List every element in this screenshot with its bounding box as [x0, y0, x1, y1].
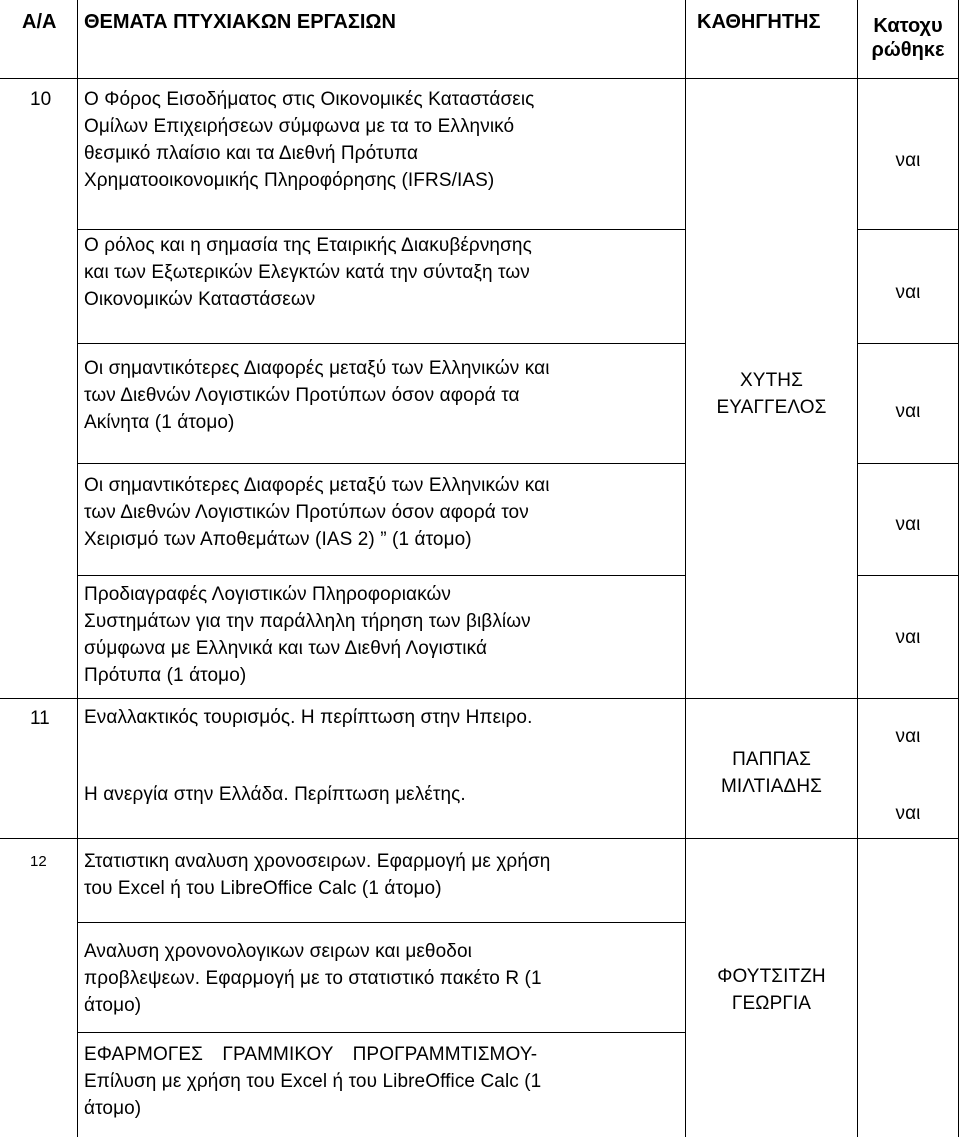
assigned-value: ναι — [895, 725, 921, 747]
topic-line: άτομο) — [84, 1098, 142, 1119]
header-assigned — [858, 14, 958, 62]
header-aa: Α/Α — [22, 11, 57, 33]
row-divider — [0, 838, 959, 839]
header-assigned-line1: Κατοχυ — [873, 15, 943, 37]
topic-cell — [84, 472, 679, 553]
header-assigned-line2: ρώθηκε — [871, 39, 945, 61]
topic-cell — [84, 781, 679, 808]
topic-line: Στατιστικη αναλυση χρονοσειρων. Εφαρμογή με χρήση — [84, 851, 551, 872]
row-divider — [857, 575, 959, 576]
topic-cell — [84, 232, 679, 313]
topic-line: Επίλυση με χρήση του Excel ή του LibreOffice Calc (1 — [84, 1071, 542, 1092]
topic-cell — [84, 1041, 676, 1122]
row-divider — [77, 1032, 685, 1033]
topic-line: άτομο) — [84, 995, 142, 1016]
topic-line: Ο ρόλος και η σημασία της Εταιρικής Διακυβέρνησης — [84, 235, 532, 256]
assigned-value: ναι — [895, 802, 921, 824]
header-topic: ΘΕΜΑΤΑ ΠΤΥΧΙΑΚΩΝ ΕΡΓΑΣΙΩΝ — [84, 11, 396, 33]
assigned-value: ναι — [895, 149, 921, 171]
assigned-value: ναι — [895, 626, 921, 648]
topic-cell — [84, 581, 679, 689]
topic-line: του Excel ή του LibreOffice Calc (1 άτομο) — [84, 878, 442, 899]
col-divider — [77, 0, 78, 1137]
header-professor: ΚΑΘΗΓΗΤΗΣ — [697, 11, 821, 33]
assigned-value: ναι — [895, 513, 921, 535]
topic-line: Εναλλακτικός τουρισμός. Η περίπτωση στην Ηπειρο. — [84, 707, 533, 728]
topic-line: Οι σημαντικότερες Διαφορές μεταξύ των Ελληνικών και — [84, 358, 550, 379]
professor-line: ΠΑΠΠΑΣ — [732, 749, 811, 770]
topic-line: Ακίνητα (1 άτομο) — [84, 412, 235, 433]
professor-line: ΦΟΥΤΣΙΤΖΗ — [717, 966, 826, 987]
row-divider — [857, 229, 959, 230]
topic-cell — [84, 704, 679, 731]
topic-line: Χειρισμό των Αποθεμάτων (IAS 2) ” (1 άτομο) — [84, 529, 472, 550]
topic-cell — [84, 938, 679, 1019]
topic-line: ΕΦΑΡΜΟΓΕΣ ΓΡΑΜΜΙΚΟΥ ΠΡΟΓΡΑΜΜΤΙΣΜΟΥ- — [84, 1044, 538, 1065]
topic-line: των Διεθνών Λογιστικών Προτύπων όσον αφορά τα — [84, 385, 520, 406]
row-number: 10 — [30, 89, 52, 110]
row-divider — [0, 78, 959, 79]
professor-line: ΜΙΛΤΙΑΔΗΣ — [720, 776, 822, 797]
professor-cell — [686, 746, 857, 800]
topic-line: των Διεθνών Λογιστικών Προτύπων όσον αφορά τον — [84, 502, 529, 523]
topic-line: Αναλυση χρονονολογικων σειρων και μεθοδοι — [84, 941, 472, 962]
topic-line: Οι σημαντικότερες Διαφορές μεταξύ των Ελληνικών και — [84, 475, 550, 496]
professor-line: ΕΥΑΓΓΕΛΟΣ — [716, 397, 827, 418]
topic-line: και των Εξωτερικών Ελεγκτών κατά την σύνταξη των — [84, 262, 530, 283]
topic-line: Οικονομικών Καταστάσεων — [84, 289, 316, 310]
row-divider — [77, 343, 685, 344]
topic-line: Συστημάτων για την παράλληλη τήρηση των βιβλίων — [84, 611, 531, 632]
topic-line: Η ανεργία στην Ελλάδα. Περίπτωση μελέτης. — [84, 784, 466, 805]
topic-line: Πρότυπα (1 άτομο) — [84, 665, 247, 686]
row-divider — [77, 922, 685, 923]
topic-line: προβλεψεων. Εφαρμογή με το στατιστικό πακέτο R (1 — [84, 968, 542, 989]
row-number: 11 — [30, 708, 50, 729]
topic-line: Ομίλων Επιχειρήσεων σύμφωνα με τα το Ελληνικό — [84, 116, 515, 137]
row-divider — [857, 343, 959, 344]
row-divider — [77, 229, 685, 230]
row-number: 12 — [30, 853, 47, 870]
row-divider — [0, 698, 959, 699]
topic-line: θεσμικό πλαίσιο και τα Διεθνή Πρότυπα — [84, 143, 419, 164]
topic-line: Χρηματοοικονομικής Πληροφόρησης (IFRS/IAS) — [84, 170, 495, 191]
topic-line: σύμφωνα με Ελληνικά και των Διεθνή Λογιστικά — [84, 638, 488, 659]
topic-cell — [84, 86, 679, 194]
topic-cell — [84, 848, 679, 902]
topic-line: Ο Φόρος Εισοδήματος στις Οικονομικές Καταστάσεις — [84, 89, 535, 110]
row-divider — [857, 463, 959, 464]
topic-line: Προδιαγραφές Λογιστικών Πληροφοριακών — [84, 584, 452, 605]
professor-line: ΧΥΤΗΣ — [740, 370, 803, 391]
assigned-value: ναι — [895, 400, 921, 422]
professor-line: ΓΕΩΡΓΙΑ — [731, 993, 812, 1014]
row-divider — [77, 463, 685, 464]
row-divider — [77, 575, 685, 576]
col-divider — [958, 0, 959, 1137]
professor-cell — [686, 963, 857, 1017]
assigned-value: ναι — [895, 281, 921, 303]
topic-cell — [84, 355, 679, 436]
professor-cell — [686, 367, 857, 421]
